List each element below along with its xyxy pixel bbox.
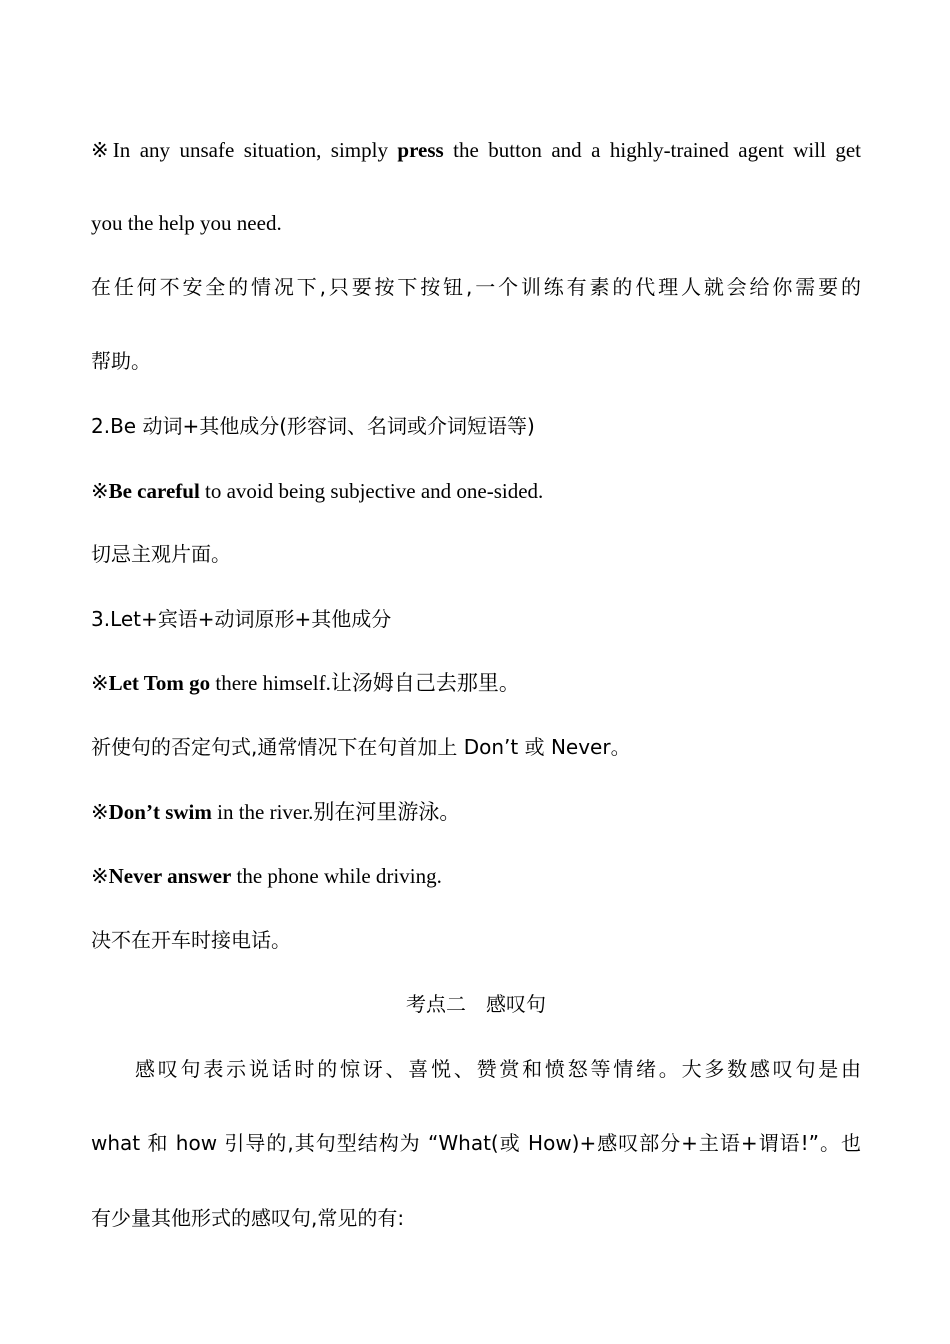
reference-mark: ※ — [91, 671, 109, 695]
keyword-never-answer: Never answer — [108, 864, 232, 888]
keyword-let-tom-go: Let Tom go — [108, 671, 211, 695]
exclamatory-intro-line-1: 感叹句表示说话时的惊讶、喜悦、赞赏和愤怒等情绪。大多数感叹句是由 — [135, 1057, 861, 1081]
rule-be-verb: 2.Be 动词+其他成分(形容词、名词或介词短语等) — [91, 414, 535, 438]
example-sentence-press-cont: you the help you need. — [91, 211, 282, 235]
translation-be-careful: 切忌主观片面。 — [91, 542, 231, 566]
reference-mark: ※ — [91, 864, 109, 888]
example-text-post: the phone while driving. — [231, 864, 442, 888]
example-sentence-never-answer — [91, 862, 861, 890]
exclamatory-intro-line-3: 有少量其他形式的感叹句,常见的有: — [91, 1206, 405, 1230]
section-heading: 考点二 感叹句 — [406, 992, 546, 1016]
example-sentence-be-careful — [91, 477, 861, 505]
example-text-post: the button and a highly-trained agent will get — [443, 138, 861, 162]
rule-let: 3.Let+宾语+动词原形+其他成分 — [91, 607, 392, 631]
example-text-pre: ※In any unsafe situation, simply — [91, 138, 398, 162]
keyword-dont-swim: Don’t swim — [108, 800, 212, 824]
reference-mark: ※ — [91, 800, 109, 824]
example-sentence-press — [91, 136, 861, 164]
example-text-post: in the river.别在河里游泳。 — [211, 800, 461, 824]
rule-negative-form: 祈使句的否定句式,通常情况下在句首加上 Don’t 或 Never。 — [91, 735, 631, 759]
translation-press: 在任何不安全的情况下,只要按下按钮,一个训练有素的代理人就会给你需要的 — [91, 275, 861, 299]
reference-mark: ※ — [91, 479, 109, 503]
example-text-post: to avoid being subjective and one-sided. — [199, 479, 544, 503]
keyword-be-careful: Be careful — [108, 479, 200, 503]
example-text-post: there himself.让汤姆自己去那里。 — [210, 671, 520, 695]
example-sentence-let — [91, 669, 861, 697]
translation-never-answer: 决不在开车时接电话。 — [91, 928, 291, 952]
exclamatory-intro-line-2: what 和 how 引导的,其句型结构为 “What(或 How)+感叹部分+主语+谓语!”。也 — [91, 1131, 861, 1155]
example-sentence-dont-swim — [91, 798, 861, 826]
translation-press-cont: 帮助。 — [91, 349, 151, 373]
keyword-press: press — [397, 138, 444, 162]
